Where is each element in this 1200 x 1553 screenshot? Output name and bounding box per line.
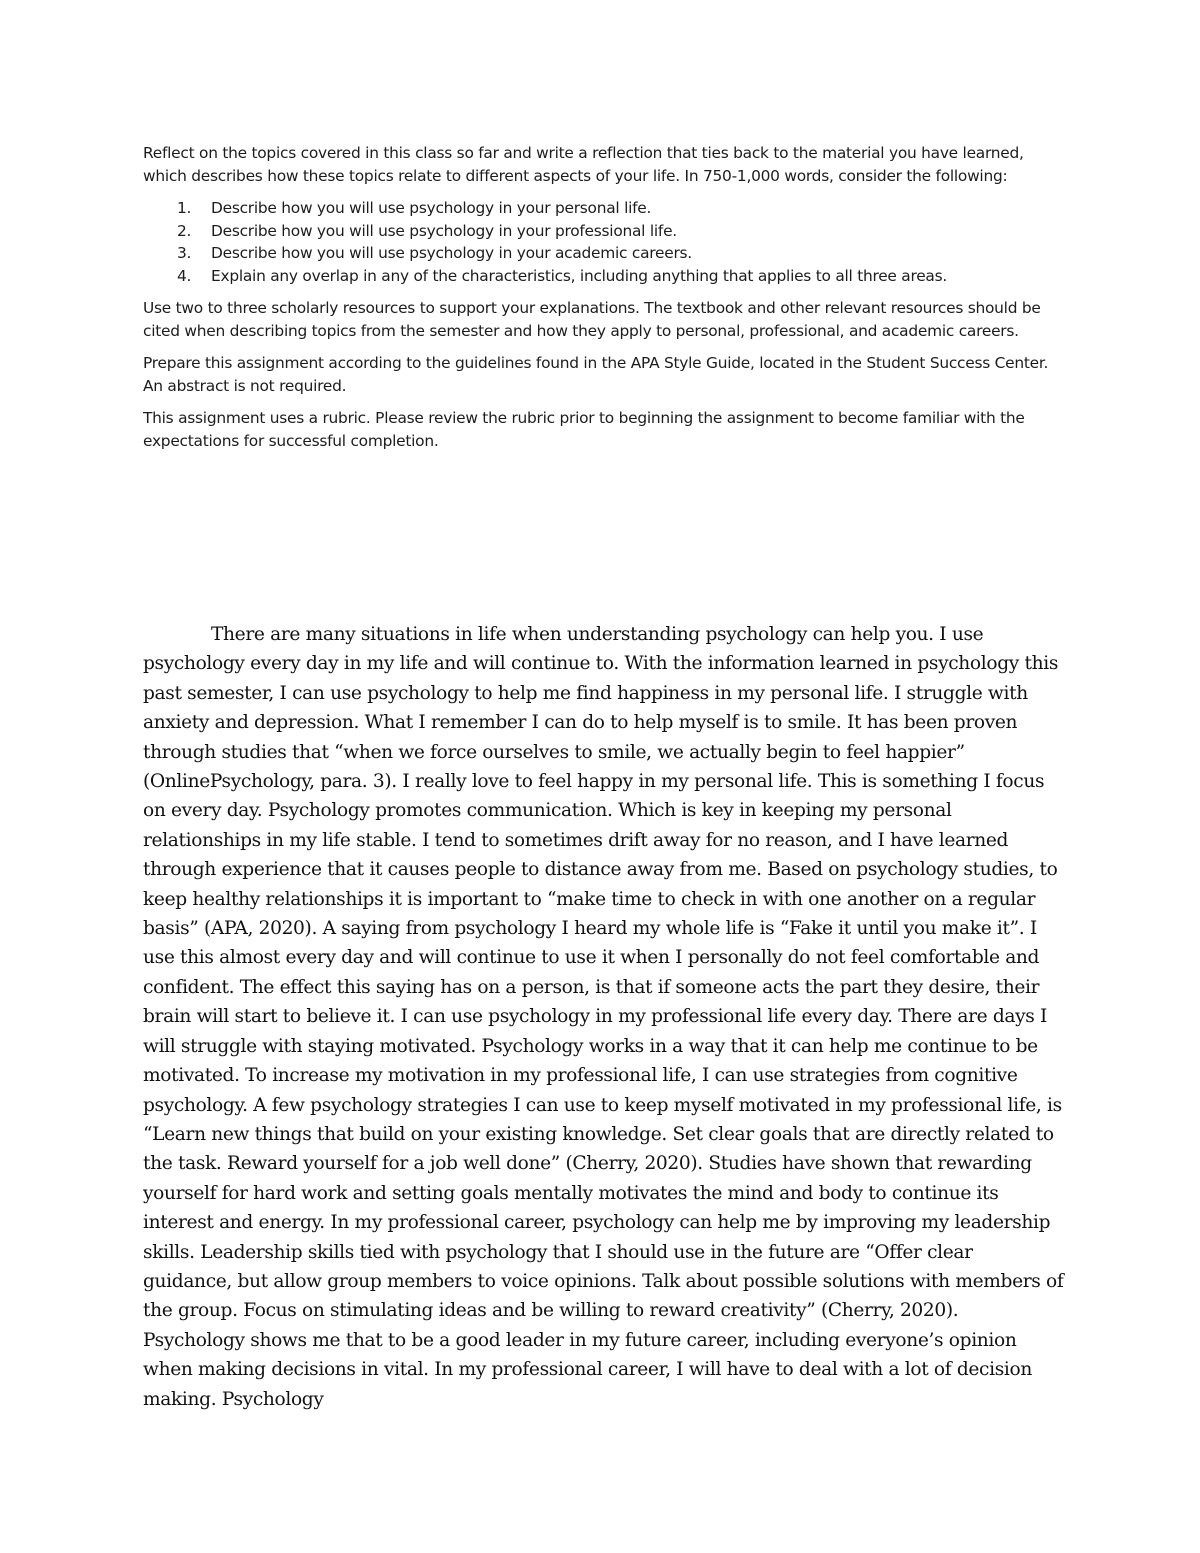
prompt-list-item	[143, 220, 1063, 243]
prompt-list-item	[143, 265, 1063, 288]
prompt-apa: Prepare this assignment according to the guidelines found in the APA Style Guide, located in the Student Success Center. An abstract is not required.	[143, 354, 1049, 395]
prompt-rubric: This assignment uses a rubric. Please review the rubric prior to beginning the assignment to become familiar with the expectations for successful completion.	[143, 409, 1025, 450]
list-number: 1.	[177, 199, 192, 217]
essay-paragraph: There are many situations in life when understanding psychology can help you. I use psychology every day in my life and will continue to. With the information learned in psychology this past semester, I can use psychology to help me find happiness in my personal life. I struggle with anxiety and depression. What I remember I can do to help myself is to smile. It has been proven through studies that “when we force ourselves to smile, we actually begin to feel happier” (OnlinePsychology, para. 3). I really love to feel happy in my personal life. This is something I focus on every day. Psychology promotes communication. Which is key in keeping my personal relationships in my life stable. I tend to sometimes drift away for no reason, and I have learned through experience that it causes people to distance away from me. Based on psychology studies, to keep healthy relationships it is important to “make time to check in with one another on a regular basis” (APA, 2020). A saying from psychology I heard my whole life is “Fake it until you make it”. I use this almost every day and will continue to use it when I personally do not feel comfortable and confident. The effect this saying has on a person, is that if someone acts the part they desire, their brain will start to believe it. I can use psychology in my professional life every day. There are days I will struggle with staying motivated. Psychology works in a way that it can help me continue to be motivated. To increase my motivation in my professional life, I can use strategies from cognitive psychology. A few psychology strategies I can use to keep myself motivated in my professional life, is “Learn new things that build on your existing knowledge. Set clear goals that are directly related to the task. Reward yourself for a job well done” (Cherry, 2020). Studies have shown that rewarding yourself for hard work and setting goals mentally motivates the mind and body to continue its interest and energy. In my professional career, psychology can help me by improving my leadership skills. Leadership skills tied with psychology that I should use in the future are “Offer clear guidance, but allow group members to voice opinions. Talk about possible solutions with members of the group. Focus on stimulating ideas and be willing to reward creativity” (Cherry, 2020). Psychology shows me that to be a good leader in my future career, including everyone’s opinion when making decisions in vital. In my professional career, I will have to deal with a lot of decision making. Psychology	[143, 624, 1064, 1410]
prompt-list	[143, 197, 1063, 287]
prompt-intro: Reflect on the topics covered in this class so far and write a reflection that ties back to the material you have learned, which describes how these topics relate to different aspects of your life. In 750-1,000 words, consider the following:	[143, 144, 1024, 185]
list-number: 3.	[177, 244, 192, 262]
list-text: Describe how you will use psychology in your professional life.	[211, 221, 677, 240]
prompt-list-item	[143, 197, 1063, 220]
list-number: 4.	[177, 266, 192, 285]
prompt-list-item	[143, 242, 1063, 265]
prompt-resources: Use two to three scholarly resources to support your explanations. The textbook and other relevant resources should be cited when describing topics from the semester and how they apply to personal, professional, and academic careers.	[143, 299, 1041, 340]
assignment-prompt	[143, 142, 1063, 462]
list-text: Describe how you will use psychology in your personal life.	[211, 199, 652, 217]
list-number: 2.	[177, 221, 192, 240]
essay-body	[143, 620, 1065, 1414]
list-text: Explain any overlap in any of the characteristics, including anything that applies to all three areas.	[211, 266, 948, 285]
list-text: Describe how you will use psychology in your academic careers.	[211, 244, 692, 262]
